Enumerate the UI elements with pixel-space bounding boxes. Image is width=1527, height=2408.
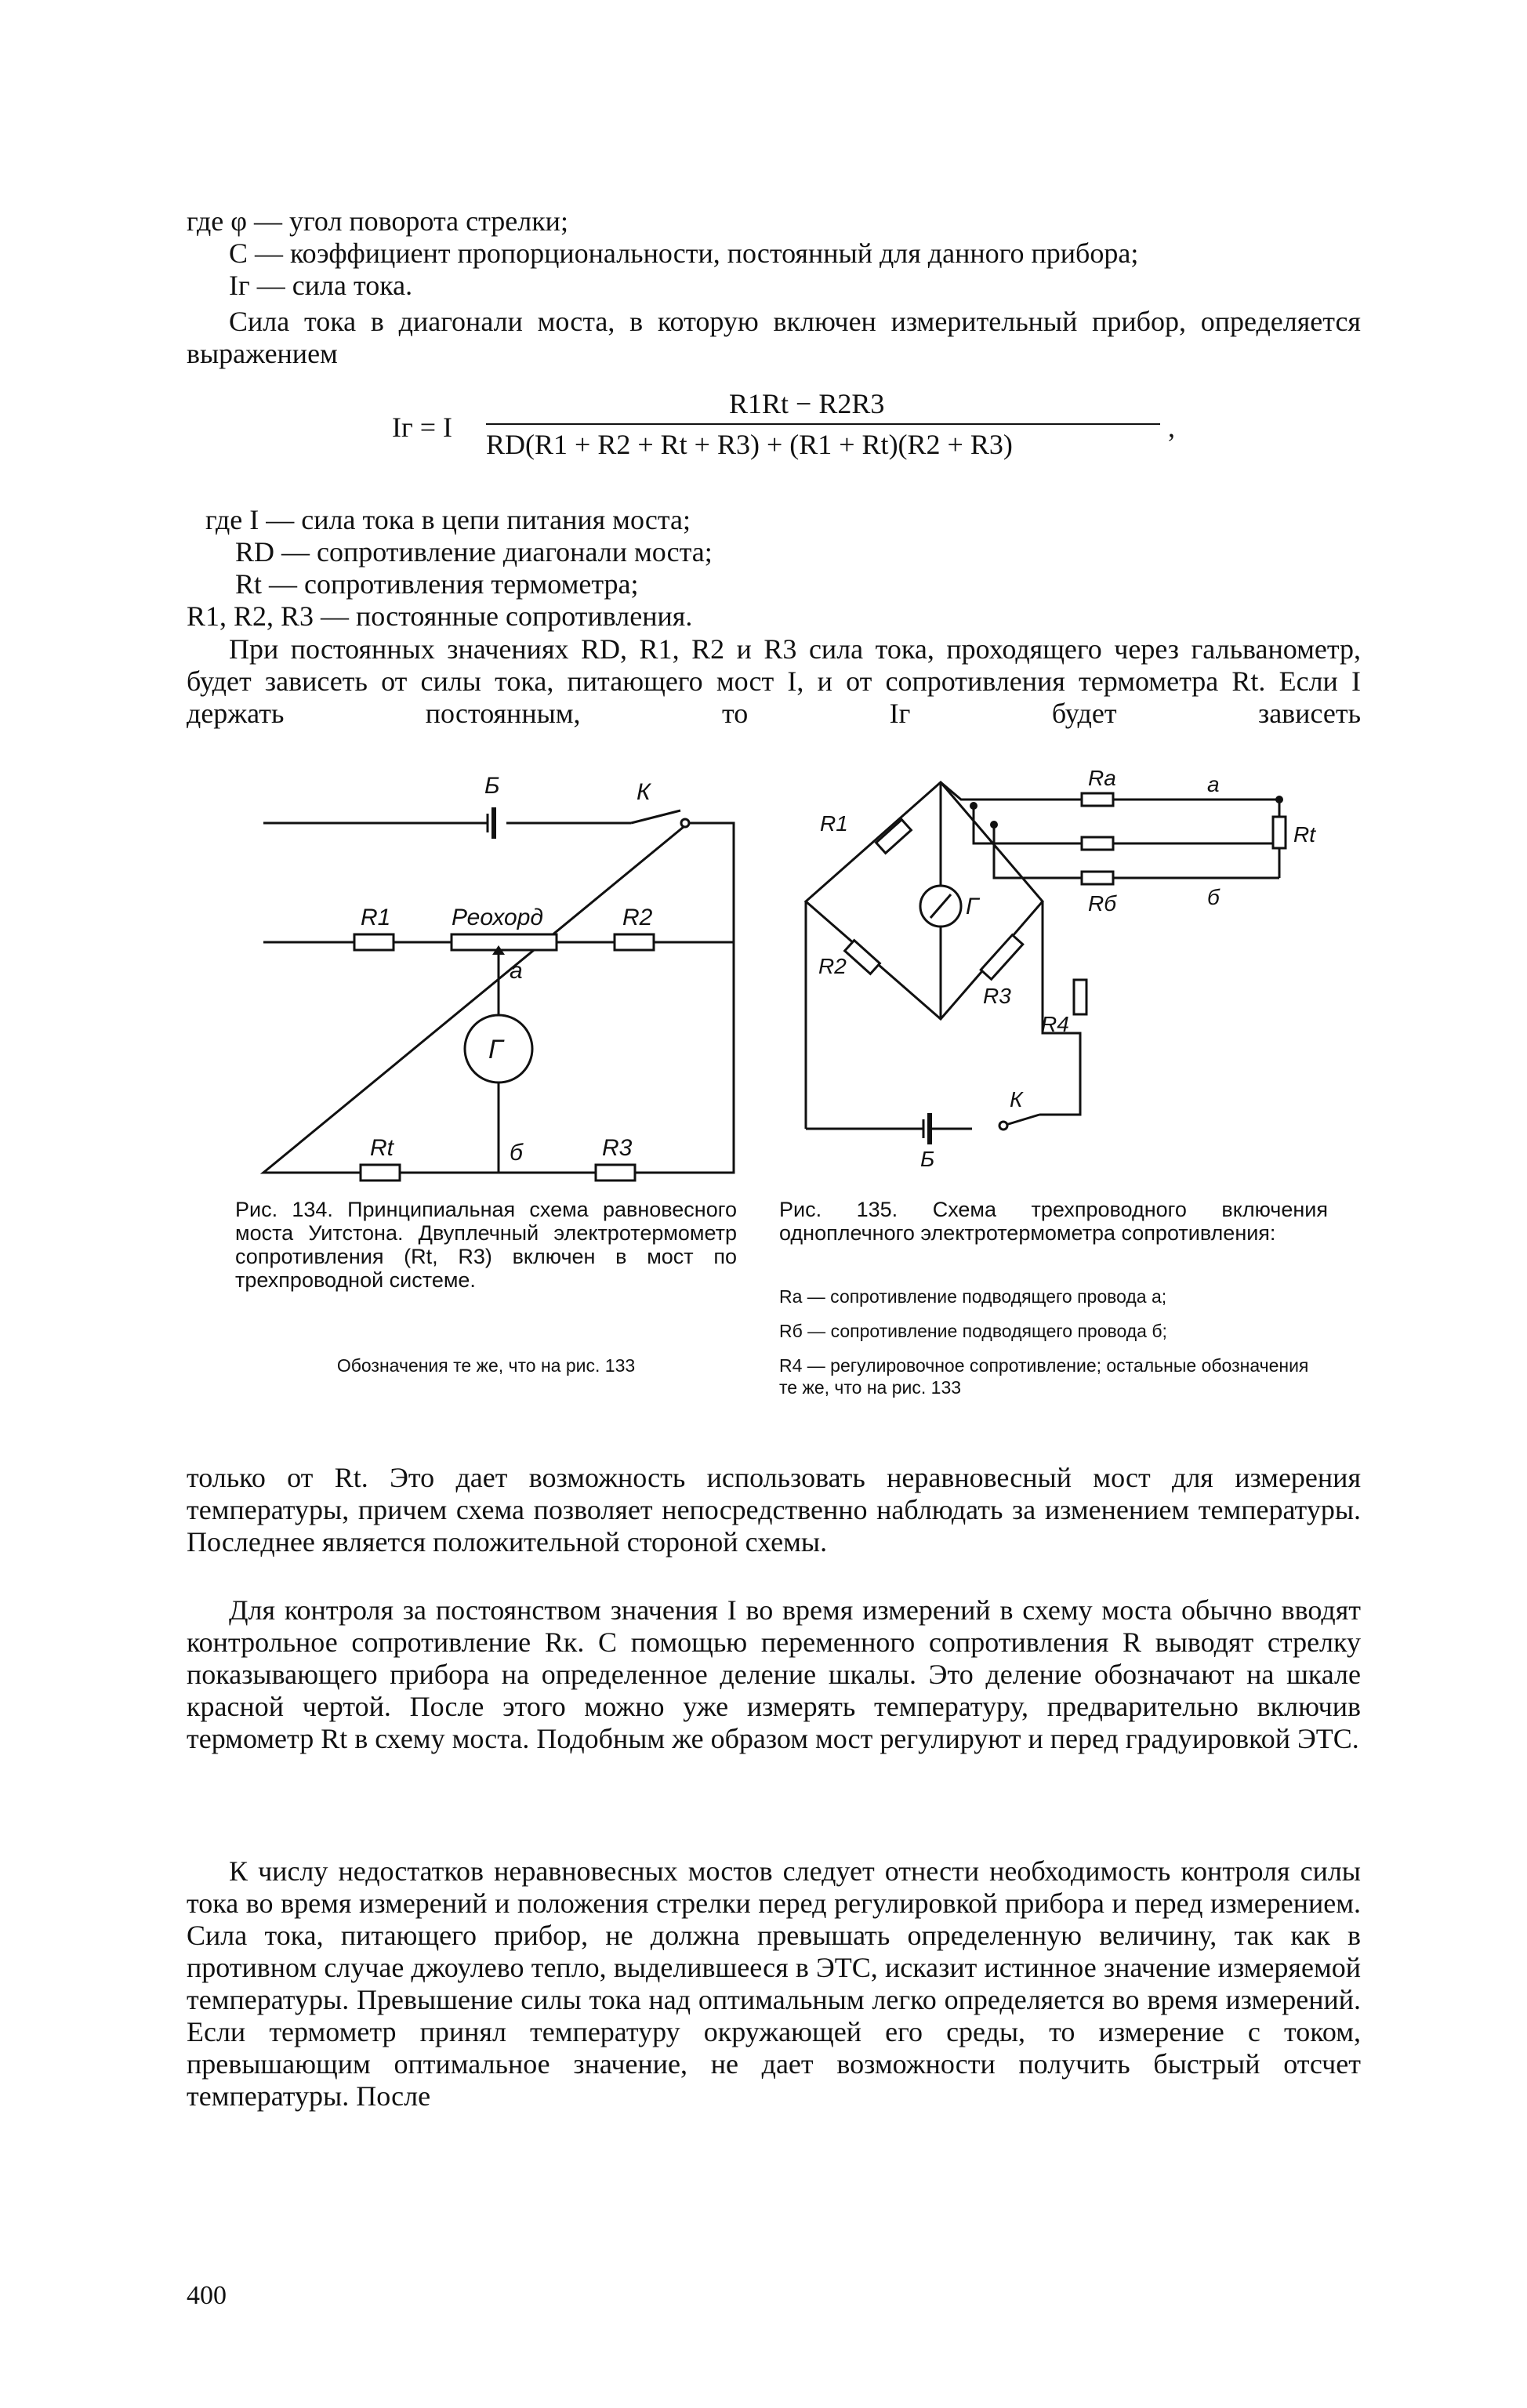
figure-134-circuit: [235, 776, 753, 1184]
where-i: где I — сила тока в цепи питания моста;: [205, 504, 691, 535]
label-a: a: [1207, 772, 1220, 796]
label-r3: R3: [602, 1135, 633, 1161]
paragraph-drawbacks: К числу недостатков неравновесных мостов следует отнести необходимость контроля силы тока во время измерений и положения стрелки перед регулировкой прибора и перед измерением. Сила тока, питающего прибор, не должна превышать определенную величину, так как в противном случае джоулево тепло, выделившееся в ЭТС, исказит истинное значение измеряемой температуры. Превышение силы тока над оптимальным легко определяется во время измерений. Если термометр принял температуру окружающей его среды, то измерение с током, превышающим оптимальное значение, не дает возможности получить быстрый отсчет температуры. После: [187, 1855, 1361, 2112]
fig135-legend-rb: Rб — сопротивление подводящего провода б;: [779, 1321, 1167, 1341]
label-k: К: [1010, 1087, 1023, 1112]
label-ra: Ra: [1088, 768, 1116, 790]
label-battery: Б: [484, 776, 500, 799]
label-galvanometer: Г: [966, 894, 979, 919]
paragraph-intro: Сила тока в диагонали моста, в которую включен измерительный прибор, определяется выражением: [187, 306, 1361, 369]
formula-comma: ,: [1168, 412, 1175, 443]
paragraph-constant: При постоянных значениях RD, R1, R2 и R3 сила тока, проходящего через гальванометр, будет зависеть от силы тока, питающего мост I, и от сопротивления термометра Rt. Если I держать постоянным, то Iг будет зависеть: [187, 633, 1361, 729]
line-ig: Iг — сила тока.: [229, 270, 413, 301]
fraction-bar: [486, 423, 1160, 425]
label-galvanometer: Г: [488, 1035, 503, 1064]
paragraph-nonequilibrium: только от Rt. Это дает возможность использовать неравновесный мост для измерения температуры, причем схема позволяет непосредственно наблюдать за изменением температуры. Последнее является положительной стороной схемы.: [187, 1462, 1361, 1558]
label-r2: R2: [818, 954, 847, 978]
paragraph-control: Для контроля за постоянством значения I во время измерений в схему моста обычно вводят контрольное сопротивление Rк. С помощью переменного сопротивления R выводят стрелку показывающего прибора на определенное деление шкалы. Это деление обозначают на шкале красной чертой. После этого можно уже измерять температуру, предварительно включив термометр Rt в схему моста. Подобным же образом мост регулируют и перед градуировкой ЭТС.: [187, 1594, 1361, 1754]
label-r1: R1: [361, 905, 391, 930]
label-rb: Rб: [1088, 891, 1116, 916]
label-rt: Rt: [370, 1135, 394, 1161]
label-r3: R3: [983, 984, 1011, 1008]
fig135-legend-r4: R4 — регулировочное сопротивление; остальные обозначения те же, что на рис. 133: [779, 1355, 1309, 1398]
label-r1: R1: [820, 811, 848, 836]
label-key: К: [637, 779, 651, 805]
label-r2: R2: [622, 905, 653, 930]
label-b: б: [1207, 885, 1220, 909]
formula-numerator: R1Rt − R2R3: [729, 388, 885, 419]
where-r123: R1, R2, R3 — постоянные сопротивления.: [187, 600, 693, 632]
formula-lhs: Iг = I: [392, 412, 453, 443]
fig134-caption: Рис. 134. Принципиальная схема равновесного моста Уитстона. Двуплечный электротермометр сопротивления (Rt, R3) включен в мост по трехпроводной системе.: [235, 1198, 737, 1292]
fig135-caption: Рис. 135. Схема трехпроводного включения одноплечного электротермометра сопротивления:: [779, 1198, 1328, 1245]
label-b: б: [510, 1140, 523, 1166]
label-a: a: [510, 958, 523, 984]
label-rt: Rt: [1293, 822, 1315, 847]
fig134-note: Обозначения те же, что на рис. 133: [336, 1355, 636, 1376]
line-c: C — коэффициент пропорциональности, постоянный для данного прибора;: [229, 238, 1139, 269]
label-r4: R4: [1041, 1012, 1069, 1036]
label-rheochord: Реохорд: [452, 905, 543, 930]
fig135-legend-ra: Ra — сопротивление подводящего провода a;: [779, 1286, 1167, 1307]
formula: [392, 387, 1254, 473]
formula-denominator: RD(R1 + R2 + Rt + R3) + (R1 + Rt)(R2 + R3): [486, 429, 1013, 460]
line-phi: где φ — угол поворота стрелки;: [187, 205, 568, 237]
page-number: 400: [187, 2281, 227, 2310]
label-battery: Б: [920, 1147, 935, 1171]
figure-135-circuit: [792, 768, 1340, 1184]
where-rt: Rt — сопротивления термометра;: [235, 568, 639, 600]
where-rd: RD — сопротивление диагонали моста;: [235, 536, 713, 568]
